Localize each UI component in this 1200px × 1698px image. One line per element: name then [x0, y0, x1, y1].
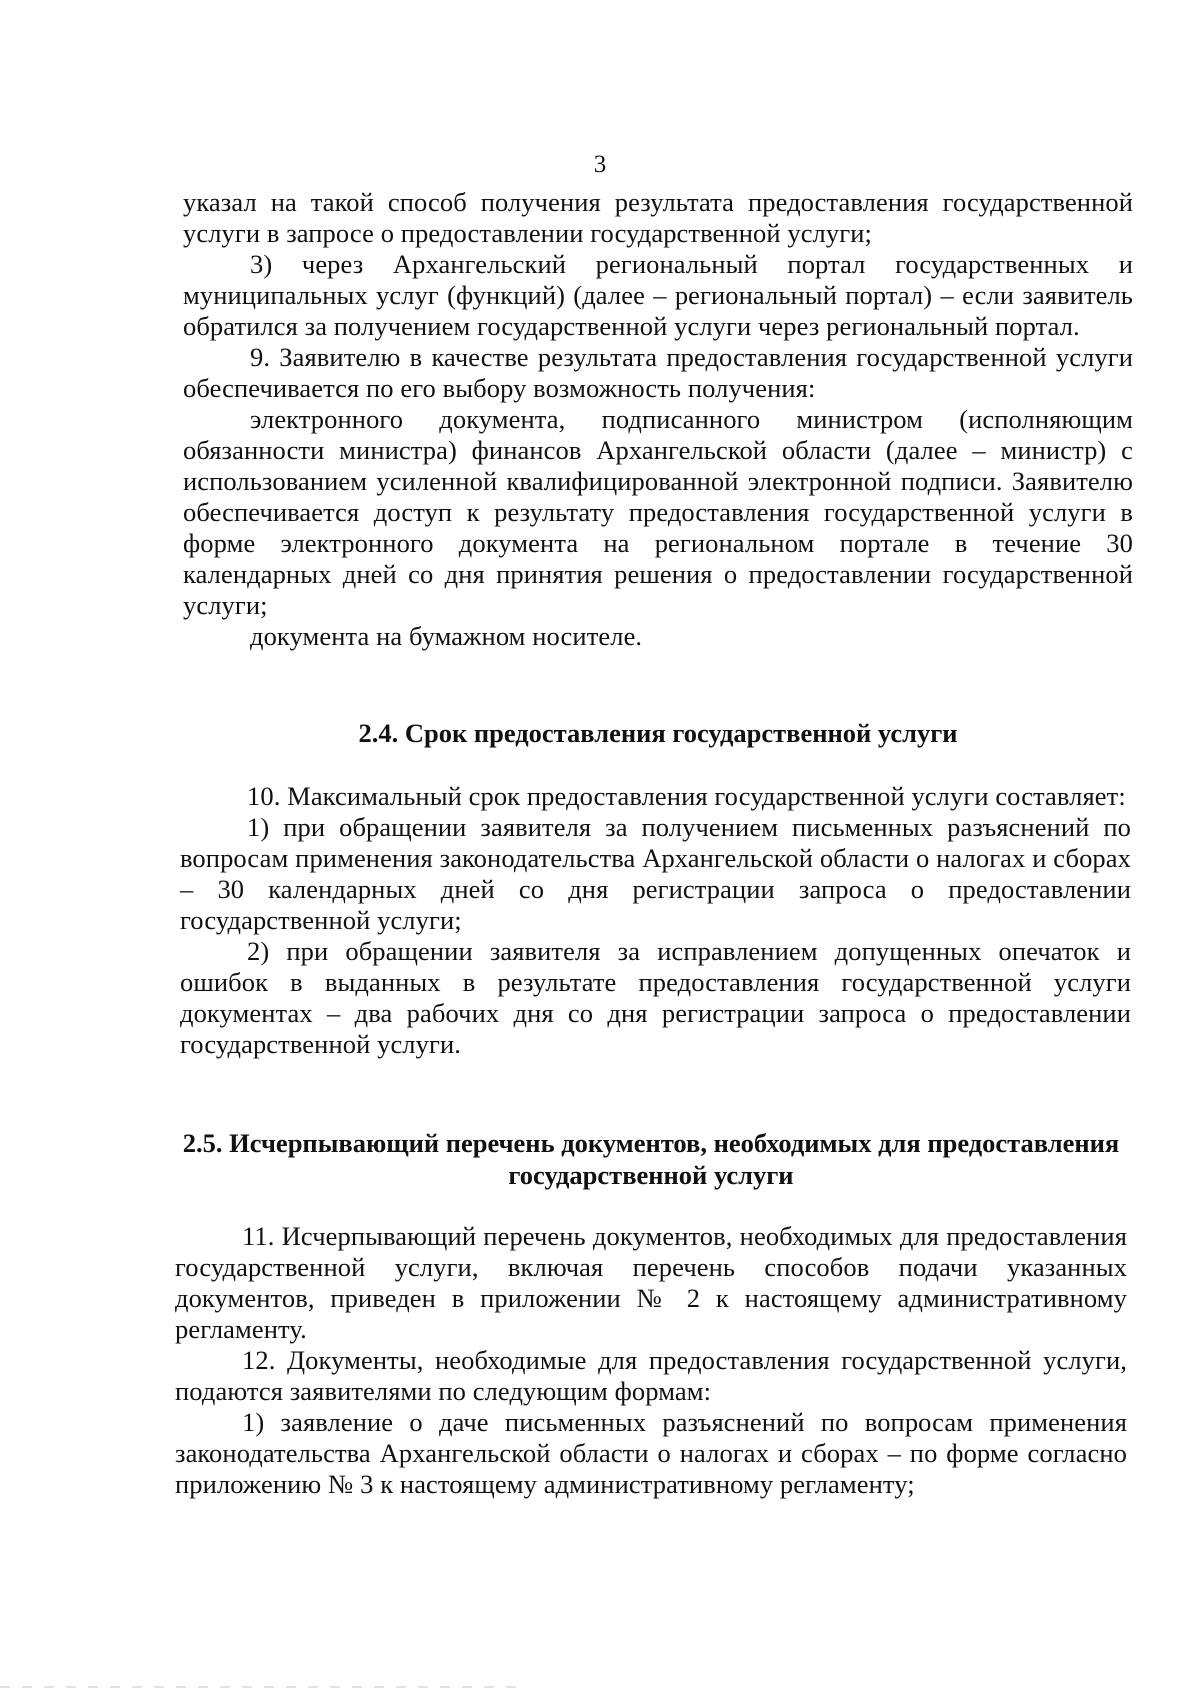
paragraph-item-3: 3) через Архангельский региональный портал государственных и муниципальных услуг (функций) (далее – региональный портал) – если заявитель обратился за получением государственной услуги через региональный портал.: [183, 249, 1133, 341]
paragraph-paper-document: документа на бумажном носителе.: [250, 621, 643, 651]
heading-section-2-5: 2.5. Исчерпывающий перечень документов, необходимых для предоставления государственной услуги: [182, 1128, 1120, 1190]
paragraph-continuation: указал на такой способ получения результата предоставления государственной услуги в запросе о предоставлении государственной услуги;: [183, 187, 1133, 248]
paragraph-term-2: 2) при обращении заявителя за исправлением допущенных опечаток и ошибок в выданных в результате предоставления государственной услуги документах – два рабочих дня со дня регистрации запроса о предоставлении государственной услуги.: [180, 936, 1131, 1059]
paragraph-item-9: 9. Заявителю в качестве результата предоставления государственной услуги обеспечивается по его выбору возможность получения:: [183, 342, 1133, 403]
section-required-documents: [175, 1221, 1127, 1500]
paragraph-form-1: 1) заявление о даче письменных разъяснений по вопросам применения законодательства Архангельской области о налогах и сборах – по форме согласно приложению № 3 к настоящему административному регламенту;: [175, 1407, 1127, 1499]
scan-artifact: [0, 1686, 520, 1688]
section-result-receipt: [183, 187, 1133, 652]
heading-section-2-4-wrapper: [183, 717, 1133, 749]
heading-section-2-5-wrapper: [176, 1127, 1126, 1191]
paragraph-item-12: 12. Документы, необходимые для предоставления государственной услуги, подаются заявителями по следующим формам:: [175, 1345, 1127, 1406]
heading-section-2-4: 2.4. Срок предоставления государственной услуги: [358, 718, 958, 748]
section-service-term: [180, 781, 1131, 1060]
page-number: 3: [593, 151, 607, 178]
paragraph-item-11: 11. Исчерпывающий перечень документов, необходимых для предоставления государственной услуги, включая перечень способов подачи указанных документов, приведен в приложении № 2 к настоящему административному регламенту.: [175, 1221, 1127, 1344]
paragraph-item-10: 10. Максимальный срок предоставления государственной услуги составляет:: [247, 781, 1126, 811]
paragraph-term-1: 1) при обращении заявителя за получением письменных разъяснений по вопросам применения законодательства Архангельской области о налогах и сборах – 30 календарных дней со дня регистрации запроса о предоставлении государственной услуги;: [180, 812, 1131, 935]
paragraph-electronic-document: электронного документа, подписанного министром (исполняющим обязанности министра) финансов Архангельской области (далее – министр) с использованием усиленной квалифицированной электронной подписи. Заявителю обеспечивается доступ к результату предоставления государственной услуги в форме электронного документа на региональном портале в течение 30 календарных дней со дня принятия решения о предоставлении государственной услуги;: [183, 404, 1133, 620]
